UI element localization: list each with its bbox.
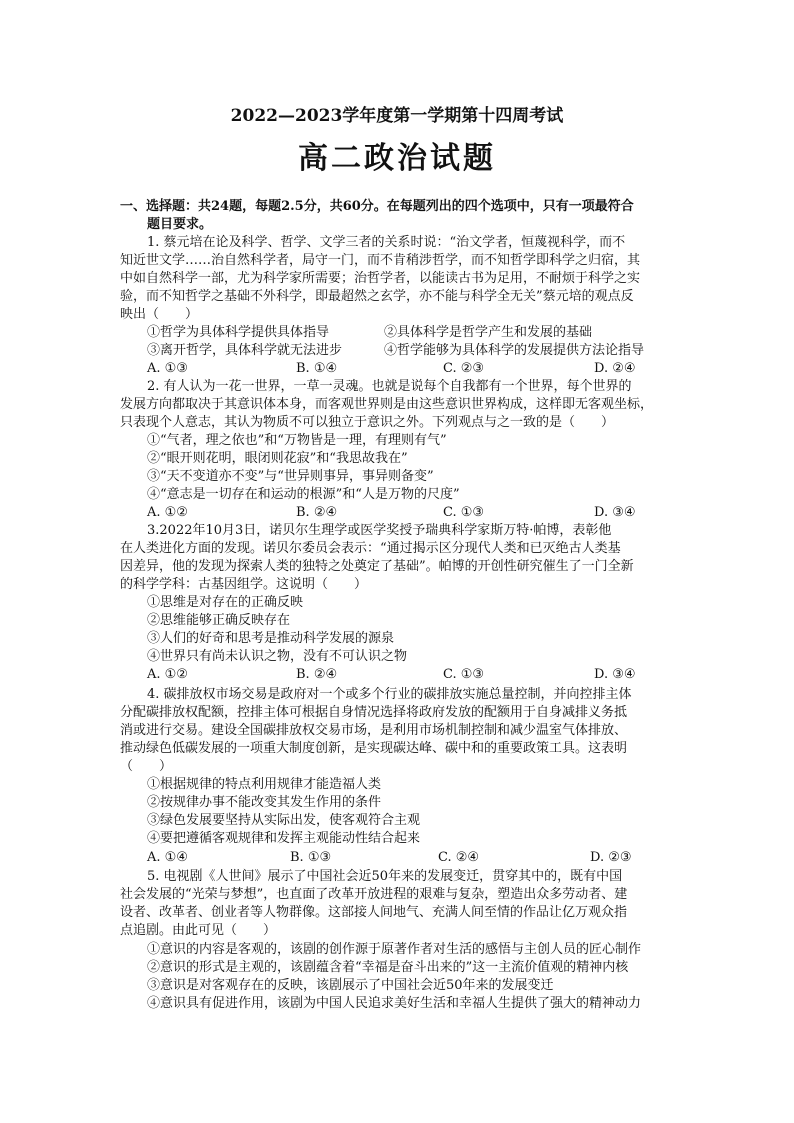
option-d[interactable]: D. ③④ bbox=[594, 505, 636, 520]
option-b[interactable]: B. ②④ bbox=[296, 667, 338, 682]
question-stem-line: 的科学学科：古基因组学。这说明（ ） bbox=[120, 577, 368, 592]
option-a[interactable]: A. ①③ bbox=[147, 361, 188, 376]
statement-item: ④哲学能够为具体科学的发展提供方法论指导 bbox=[384, 343, 645, 358]
question-stem-line: 消或进行交易。建设全国碳排放权交易市场，是利用市场机制控制和减少温室气体排放、 bbox=[120, 723, 628, 738]
statement-item: ②按规律办事不能改变其发生作用的条件 bbox=[147, 795, 382, 810]
statement-item: ④“意志是一切存在和运动的根源”和“人是万物的尺度” bbox=[147, 487, 460, 502]
question-stem-line: 分配碳排放权配额，控排主体可根据自身情况选择将政府发放的配额用于自身减排义务抵 bbox=[120, 705, 628, 720]
question-stem-line: 因差异，他的发现为探索人类的独特之处奠定了基础”。帕博的开创性研究催生了一门全新 bbox=[120, 559, 634, 574]
option-c[interactable]: C. ②④ bbox=[438, 850, 480, 865]
question-stem-line: 社会发展的“光荣与梦想”，也直面了改革开放进程的艰难与复杂，塑造出众多劳动者、建 bbox=[120, 887, 628, 902]
question-stem-line: 在人类进化方面的发现。诺贝尔委员会表示：“通过揭示区分现代人类和已灭绝古人类基 bbox=[120, 541, 621, 556]
question-stem-line: 中如自然科学一部，尤为科学家所需要；治哲学者，以能读古书为足用，不耐烦于科学之实 bbox=[120, 271, 641, 286]
option-d[interactable]: D. ②④ bbox=[594, 361, 636, 376]
statement-item: ①“气者，理之依也”和“万物皆是一理，有理则有气” bbox=[147, 433, 447, 448]
option-c[interactable]: C. ②③ bbox=[443, 361, 485, 376]
option-b[interactable]: B. ①③ bbox=[290, 850, 332, 865]
question-stem-line: 映出（ ） bbox=[120, 307, 199, 322]
option-d[interactable]: D. ③④ bbox=[594, 667, 636, 682]
statement-item: ③意识是对客观存在的反映，该剧展示了中国社会近50年来的发展变迁 bbox=[147, 978, 554, 993]
question-stem-line: 设者、改革者、创业者等人物群像。这部接人间地气、充满人间至情的作品让亿万观众指 bbox=[120, 905, 628, 920]
statement-item: ②“眼开则花明，眼闭则花寂”和“我思故我在” bbox=[147, 451, 408, 466]
statement-item: ①思维是对存在的正确反映 bbox=[147, 595, 304, 610]
question-stem-line: 发展方向都取决于其意识体本身，而客观世界则是由这些意识世界构成，这样即无客观坐标， bbox=[120, 397, 654, 412]
option-d[interactable]: D. ②③ bbox=[590, 850, 632, 865]
statement-item: ④意识具有促进作用，该剧为中国人民追求美好生活和幸福人生提供了强大的精神动力 bbox=[147, 996, 642, 1011]
statement-item: ③“天不变道亦不变”与“世异则事异，事异则备变” bbox=[147, 469, 434, 484]
option-b[interactable]: B. ②④ bbox=[296, 505, 338, 520]
statement-item: ④要把遵循客观规律和发挥主观能动性结合起来 bbox=[147, 831, 421, 846]
question-stem-line: 点追剧。由此可见（ ） bbox=[120, 923, 277, 938]
question-stem-line: 4. 碳排放权市场交易是政府对一个或多个行业的碳排放实施总量控制，并向控排主体 bbox=[147, 687, 632, 702]
question-stem-line: 只表现个人意志，其认为物质不可以独立于意识之外。下列观点与之一致的是（ ） bbox=[120, 415, 615, 430]
statement-item: ①意识的内容是客观的，该剧的创作源于原著作者对生活的感悟与主创人员的匠心制作 bbox=[147, 942, 642, 957]
exam-title: 2022—2023学年度第一学期第十四周考试 bbox=[230, 106, 564, 126]
statement-item: ③人们的好奇和思考是推动科学发展的源泉 bbox=[147, 631, 395, 646]
statement-item: ①根据规律的特点利用规律才能造福人类 bbox=[147, 777, 382, 792]
question-stem-line: 2. 有人认为一花一世界，一草一灵魂。也就是说每个自我都有一个世界，每个世界的 bbox=[147, 379, 632, 394]
option-a[interactable]: A. ①② bbox=[147, 667, 188, 682]
question-stem-line: 5. 电视剧《人世间》展示了中国社会近50年来的发展变迁，贯穿其中的，既有中国 bbox=[147, 869, 623, 884]
question-stem-line: 验，而不知哲学之基础不外科学，即最超然之玄学，亦不能与科学全无关”蔡元培的观点反 bbox=[120, 289, 634, 304]
question-stem-line: 推动绿色低碳发展的一项重大制度创新，是实现碳达峰、碳中和的重要政策工具。这表明 bbox=[120, 741, 628, 756]
option-c[interactable]: C. ①③ bbox=[443, 505, 485, 520]
section-heading-cont: 题目要求。 bbox=[147, 217, 213, 232]
question-stem-line: 知近世文学……治自然科学者，局守一门，而不肯稍涉哲学，而不知哲学即科学之归宿，其 bbox=[120, 253, 641, 268]
option-b[interactable]: B. ①④ bbox=[296, 361, 338, 376]
statement-item: ③绿色发展要坚持从实际出发，使客观符合主观 bbox=[147, 813, 421, 828]
option-a[interactable]: A. ①④ bbox=[147, 850, 188, 865]
question-stem-line: 1. 蔡元培在论及科学、哲学、文学三者的关系时说：“治文学者，恒蔑视科学，而不 bbox=[147, 235, 626, 250]
statement-item: ①哲学为具体科学提供具体指导 bbox=[147, 325, 330, 340]
subject-title: 高二政治试题 bbox=[298, 141, 496, 176]
section-heading: 一、选择题：共24题，每题2.5分，共60分。在每题列出的四个选项中，只有一项最符合 bbox=[120, 199, 634, 214]
option-a[interactable]: A. ①② bbox=[147, 505, 188, 520]
statement-item: ②思维能够正确反映存在 bbox=[147, 613, 291, 628]
statement-item: ②意识的形式是主观的，该剧蕴含着“幸福是奋斗出来的”这一主流价值观的精神内核 bbox=[147, 960, 629, 975]
statement-item: ③离开哲学，具体科学就无法进步 bbox=[147, 343, 343, 358]
statement-item: ②具体科学是哲学产生和发展的基础 bbox=[384, 325, 593, 340]
question-stem-line: 3.2022年10月3日，诺贝尔生理学或医学奖授予瑞典科学家斯万特·帕博，表彰他 bbox=[147, 523, 612, 538]
question-stem-line: （ ） bbox=[120, 759, 173, 774]
statement-item: ④世界只有尚未认识之物，没有不可认识之物 bbox=[147, 649, 408, 664]
option-c[interactable]: C. ①③ bbox=[443, 667, 485, 682]
